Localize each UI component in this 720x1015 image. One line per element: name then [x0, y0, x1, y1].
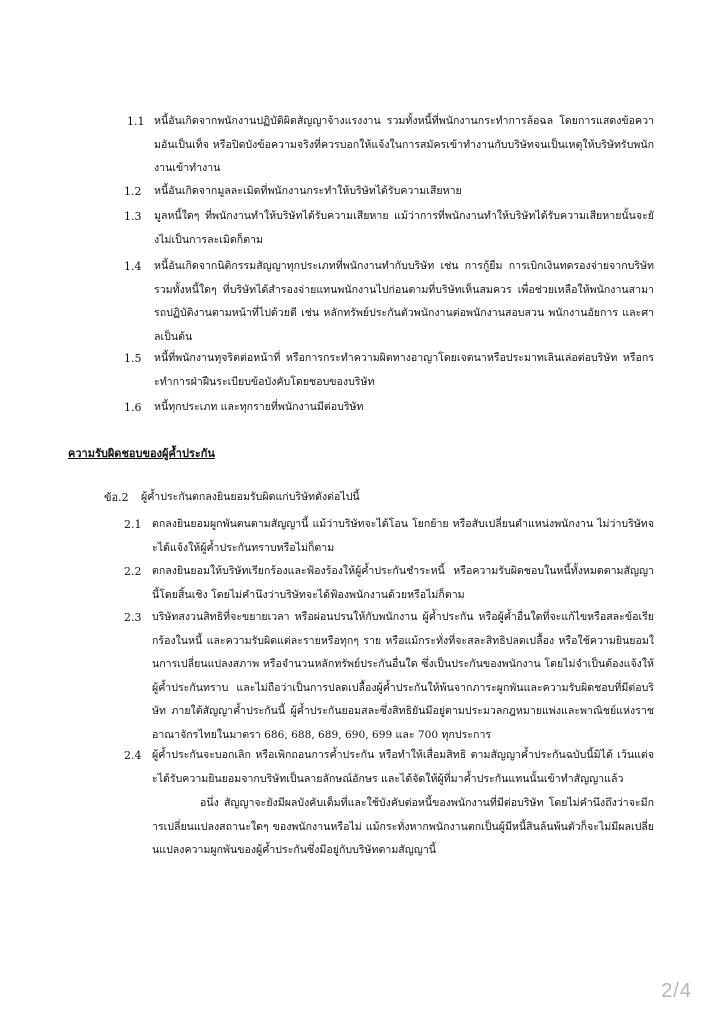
- item-number: 1.2: [124, 185, 142, 198]
- clause-label: ข้อ.2: [104, 491, 129, 504]
- closing-paragraph: อนึ่ง สัญญาจะยังมีผลบังคับเต็มที่และใช้บังคับต่อหนี้ของพนักงานที่มีต่อบริษัท โดยไม่คำนึงถึงว่าจะมีการเปลี่ยนแปลงสถานะใดๆ ของพนักงานหรือไม่ แม้กระทั่งหากพนักงานตกเป็นผู้มีหนี้สินล้นพ้นตัวก็จะไม่มีผลเปลี่ยนแปลงความผูกพันของผู้ค้ำประกันซึ่งมีอยู่กับบริษัทตามสัญญานี้: [152, 797, 654, 857]
- item-number: 2.4: [124, 749, 142, 762]
- item-text: หนี้ที่พนักงานทุจริตต่อหน้าที่ หรือการกระทำความผิดทางอาญาโดยเจตนาหรือประมาทเลินเล่อต่อบริษัท หรือกระทำการฝ่าฝืนระเบียบข้อบังคับโดยชอบของบริษัท: [154, 352, 654, 388]
- item-number: 1.5: [124, 352, 142, 365]
- page-indicator: 2/4: [661, 980, 692, 1002]
- item-number: 2.1: [124, 518, 142, 531]
- section-heading: ความรับผิดชอบของผู้ค้ำประกัน: [68, 447, 215, 460]
- item-number: 1.3: [124, 210, 142, 223]
- item-text: ผู้ค้ำประกันจะบอกเลิก หรือเพิกถอนการค้ำประกัน หรือทำให้เสื่อมสิทธิ ตามสัญญาค้ำประกันฉบับนี้มิได้ เว้นแต่จะได้รับความยินยอมจากบริษัทเป็นลายลักษณ์อักษร และได้จัดให้ผู้ที่มาค้ำประกันแทนนั้นเข้าทำสัญญาแล้ว: [152, 749, 654, 785]
- item-number: 1.4: [124, 260, 142, 273]
- item-text: หนี้ทุกประเภท และทุกรายที่พนักงานมีต่อบริษัท: [154, 401, 364, 413]
- item-text: ตกลงยินยอมให้บริษัทเรียกร้องและฟ้องร้องให้ผู้ค้ำประกันชำระหนี้ หรือความรับผิดชอบในหนี้ทั้งหมดตามสัญญานี้โดยสิ้นเชิง โดยไม่คำนึงว่าบริษัทจะได้ฟ้องพนักงานด้วยหรือไม่ก็ตาม: [152, 565, 654, 601]
- clause-intro: ผู้ค้ำประกันตกลงยินยอมรับผิดแก่บริษัทดังต่อไปนี้: [141, 491, 360, 503]
- item-text: หนี้อันเกิดจากพนักงานปฏิบัติผิดสัญญาจ้างแรงงาน รวมทั้งหนี้ที่พนักงานกระทำการล้อฉล โดยการแสดงข้อความอันเป็นเท็จ หรือปิดบังข้อความจริงที่ควรบอกให้แจ้งในการสมัครเข้าทำงานกับบริษัทจนเป็นเหตุให้บริษัทรับพนักงานเข้าทำงาน: [154, 115, 654, 175]
- item-number: 1.1: [127, 115, 145, 128]
- item-text: หนี้อันเกิดจากนิติกรรมสัญญาทุกประเภทที่พนักงานทำกับบริษัท เช่น การกู้ยืม การเบิกเงินทดรองจ่ายจากบริษัท รวมทั้งหนี้ใดๆ ที่บริษัทได้สำรองจ่ายแทนพนักงานไปก่อนตามที่บริษัทเห็นสมควร เพื่อช่วยเหลือให้พนักงานสามารถปฏิบัติงานตามหน้าที่ไปด้วยดี เช่น หลักทรัพย์ประกันตัวพนักงานต่อพนักงานสอบสวน พนักงานอัยการ และศาลเป็นต้น: [154, 260, 654, 343]
- item-number: 2.3: [124, 611, 142, 624]
- item-number: 2.2: [124, 565, 142, 578]
- item-text: บริษัทสงวนสิทธิที่จะขยายเวลา หรือผ่อนปรนให้กับพนักงาน ผู้ค้ำประกัน หรือผู้ค้ำอื่นใดที่จะแก้ไขหรือสละข้อเรียกร้องในหนี้ และความรับผิดแต่ละรายหรือทุกๆ ราย หรือแม้กระทั่งที่จะสละสิทธิปลดเปลื้อง หรือใช้ความยินยอมในการเปลี่ยนแปลงสภาพ หรือจำนวนหลักทรัพย์ประกันอื่นใด ซึ่งเป็นประกันของพนักงาน โดยไม่จำเป็นต้องแจ้งให้ผู้ค้ำประกันทราบ และไม่ถือว่าเป็นการปลดเปลื้องผู้ค้ำประกันให้พ้นจากภาระผูกพันและความรับผิดชอบที่มีต่อบริษัท ภายใต้สัญญาค้ำประกันนี้ ผู้ค้ำประกันยอมสละซึ่งสิทธิยันมีอยู่ตามประมวลกฎหมายแพ่งและพาณิชย์แห่งราชอาณาจักรไทยในมาตรา 686, 688, 689, 690, 699 และ 700 ทุกประการ: [152, 611, 654, 741]
- item-number: 1.6: [124, 401, 142, 414]
- item-text: มูลหนี้ใดๆ ที่พนักงานทำให้บริษัทได้รับความเสียหาย แม้ว่าการที่พนักงานทำให้บริษัทได้รับความเสียหายนั้นจะยังไม่เป็นการละเมิดก็ตาม: [154, 210, 654, 246]
- item-text: หนี้อันเกิดจากมูลละเมิดที่พนักงานกระทำให้บริษัทได้รับความเสียหาย: [154, 185, 462, 197]
- item-text: ตกลงยินยอมผูกพันตนตามสัญญานี้ แม้ว่าบริษัทจะได้โอน โยกย้าย หรือสับเปลี่ยนตำแหน่งพนักงาน ไม่ว่าบริษัทจะได้แจ้งให้ผู้ค้ำประกันทราบหรือไม่ก็ตาม: [152, 518, 654, 554]
